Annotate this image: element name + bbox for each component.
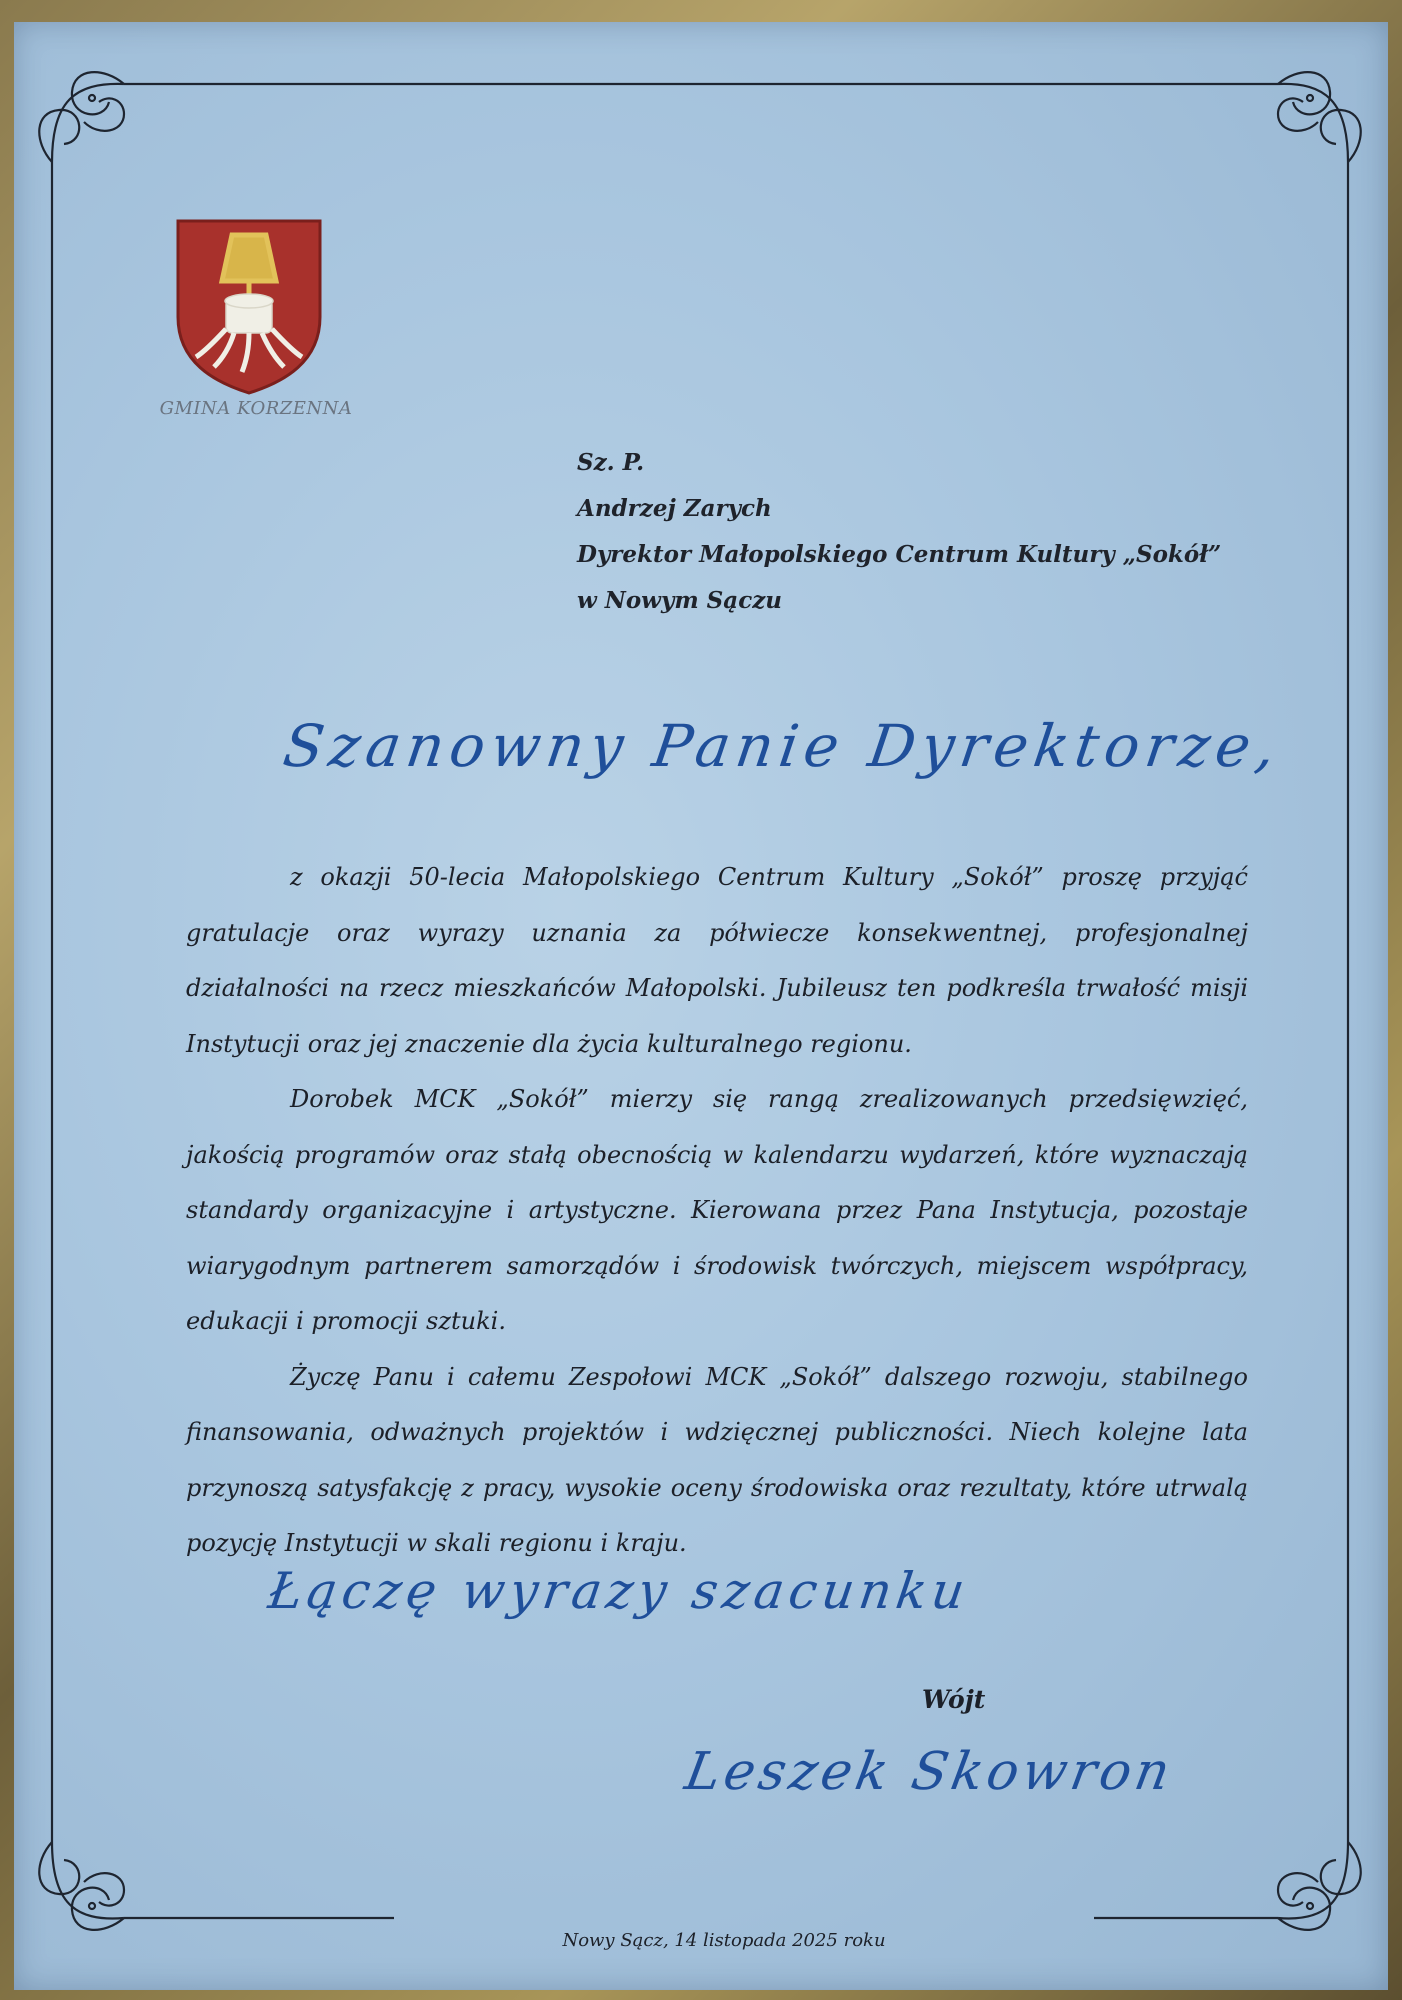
place-date: Nowy Sącz, 14 listopada 2025 roku (562, 1930, 886, 1951)
recipient-line: Dyrektor Małopolskiego Centrum Kultury „Sokół” (577, 541, 1222, 568)
signature: Leszek Skowron (680, 1742, 1179, 1802)
letter-sheet (14, 22, 1388, 1990)
recipient-address (577, 440, 1277, 624)
coat-of-arms-icon (174, 217, 324, 397)
recipient-line: Sz. P. (577, 449, 645, 476)
handwritten-closing: Łączę wyrazy szacunku (264, 1562, 974, 1620)
body-paragraph: Dorobek MCK „Sokół” mierzy się rangą zrealizowanych przedsięwzięć, jakością programów oraz stałą obecnością w kalendarzu wydarzeń, które wyznaczają standardy organizacyjne i artystyczne. Kierowana przez Pana Instytucja, pozostaje wiarygodnym partnerem samorządów i środowisk twórczych, miejscem współpracy, edukacji i promocji sztuki. (186, 1085, 1248, 1335)
handwritten-salutation: Szanowny Panie Dyrektorze, (279, 712, 1286, 780)
municipality-label: GMINA KORZENNA (159, 398, 353, 419)
body-paragraph: z okazji 50-lecia Małopolskiego Centrum Kultury „Sokół” proszę przyjąć gratulacje oraz wyrazy uznania za półwiecze konsekwentnej, profesjonalnej działalności na rzecz mieszkańców Małopolski. Jubileusz ten podkreśla trwałość misji Instytucji oraz jej znaczenie dla życia kulturalnego regionu. (186, 863, 1248, 1058)
recipient-line: Andrzej Zarych (577, 495, 772, 522)
recipient-line: w Nowym Sączu (577, 587, 782, 614)
signatory-title: Wójt (922, 1685, 986, 1714)
body-paragraph: Życzę Panu i całemu Zespołowi MCK „Sokół” dalszego rozwoju, stabilnego finansowania, odważnych projektów i wdzięcznej publiczności. Niech kolejne lata przynoszą satysfakcję z pracy, wysokie oceny środowiska oraz rezultaty, które utrwalą pozycję Instytucji w skali regionu i kraju. (186, 1362, 1248, 1557)
letter-body (186, 850, 1248, 1572)
